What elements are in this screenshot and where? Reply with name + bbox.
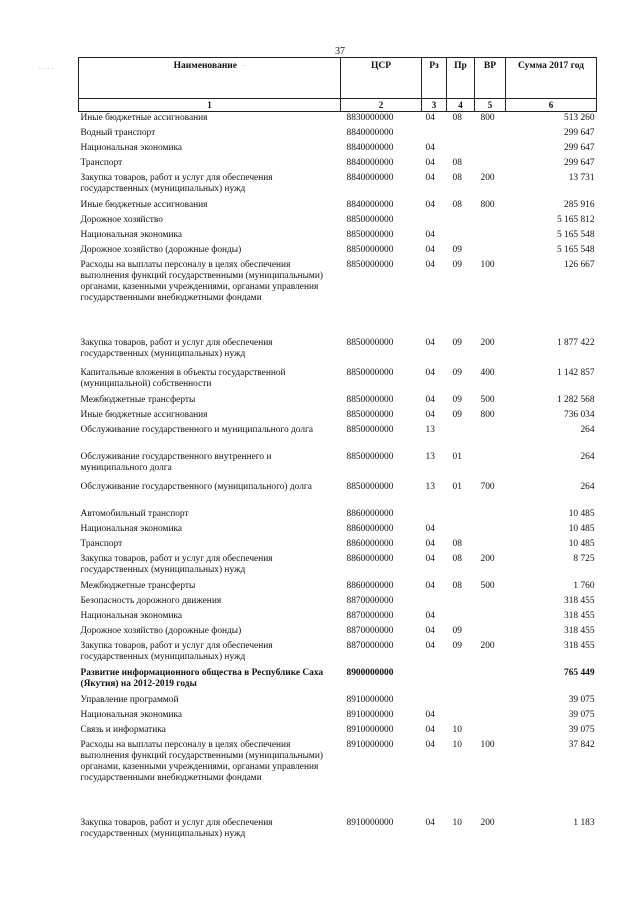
table-header: [79, 58, 597, 112]
cell-sum: 37 842: [568, 740, 595, 750]
cell-pr: 08: [452, 539, 462, 549]
cell-sum: 10 485: [568, 509, 595, 519]
cell-csr: 8860000000: [346, 554, 394, 564]
cell-csr: 8850000000: [346, 368, 394, 378]
cell-vr: 200: [480, 338, 495, 348]
cell-name: Обслуживание государственного (муниципального) долга: [80, 482, 312, 492]
cell-name: Обслуживание государственного внутреннего и муниципального долга: [80, 452, 272, 473]
cell-pr: 09: [452, 626, 462, 636]
table-body: [79, 112, 597, 846]
cell-csr: 8900000000: [346, 668, 394, 678]
cell-csr: 8850000000: [346, 230, 394, 240]
header-csr: ЦСР: [341, 58, 422, 99]
column-number: 6: [506, 99, 597, 112]
cell-vr: 200: [480, 173, 495, 183]
cell-sum: 318 455: [564, 611, 595, 621]
cell-name: Иные бюджетные ассигнования: [80, 113, 208, 123]
cell-pr: 09: [452, 410, 462, 420]
cell-rz: 04: [425, 818, 435, 828]
cell-csr: 8850000000: [346, 245, 394, 255]
cell-pr: 08: [452, 581, 462, 591]
column-number-row: [79, 99, 597, 112]
cell-sum: 285 916: [564, 200, 595, 210]
cell-csr: 8850000000: [346, 482, 394, 492]
cell-sum: 1 760: [573, 581, 595, 591]
cell-rz: [422, 215, 447, 230]
header-pr: Пр: [447, 58, 475, 99]
cell-sum: 264: [580, 452, 595, 462]
cell-pr: [447, 524, 475, 539]
cell-pr: 09: [452, 260, 462, 270]
cell-pr: 10: [452, 818, 462, 828]
table-row: [79, 554, 597, 581]
cell-sum: 513 260: [564, 113, 595, 123]
cell-sum: 39 075: [568, 695, 595, 705]
cell-name: Расходы на выплаты персоналу в целях обеспечения выполнения функций государственными (муниципальными) органами, казенными учреждениями, органами управления государственными внебюджетными фондами: [80, 260, 323, 303]
cell-sum: 318 455: [564, 596, 595, 606]
cell-name: Дорожное хозяйство: [80, 215, 163, 225]
cell-rz: 04: [425, 524, 435, 534]
cell-sum: 1 183: [573, 818, 595, 828]
cell-rz: 04: [425, 410, 435, 420]
page-number: 37: [335, 46, 345, 57]
cell-sum: 10 485: [568, 539, 595, 549]
column-number: 2: [341, 99, 422, 112]
cell-vr: [475, 611, 506, 626]
table-row: [79, 509, 597, 524]
table-row: [79, 410, 597, 425]
cell-vr: [475, 725, 506, 740]
cell-pr: [447, 230, 475, 245]
cell-csr: 8860000000: [346, 539, 394, 549]
cell-sum: 10 485: [568, 524, 595, 534]
cell-rz: 04: [425, 113, 435, 123]
column-number: 1: [79, 99, 341, 112]
cell-vr: [475, 245, 506, 260]
cell-csr: 8910000000: [346, 740, 394, 750]
cell-pr: 08: [452, 158, 462, 168]
cell-rz: 04: [425, 260, 435, 270]
cell-pr: 08: [452, 173, 462, 183]
cell-vr: 200: [480, 554, 495, 564]
cell-vr: [475, 452, 506, 482]
table-row: [79, 524, 597, 539]
cell-pr: 09: [452, 245, 462, 255]
cell-name: Связь и информатика: [80, 725, 166, 735]
cell-name: Закупка товаров, работ и услуг для обеспечения государственных (муниципальных) нужд: [80, 818, 273, 839]
cell-name: Водный транспорт: [80, 128, 156, 138]
cell-sum: 736 034: [564, 410, 595, 420]
cell-name: Закупка товаров, работ и услуг для обеспечения государственных (муниципальных) нужд: [80, 173, 273, 194]
table-row: [79, 395, 597, 410]
cell-rz: [422, 668, 447, 695]
table-row: [79, 725, 597, 740]
cell-pr: [447, 425, 475, 452]
cell-csr: 8870000000: [346, 626, 394, 636]
budget-table: [78, 57, 597, 845]
cell-rz: 13: [425, 452, 435, 462]
cell-vr: 500: [480, 581, 495, 591]
cell-sum: 13 731: [568, 173, 595, 183]
cell-csr: 8850000000: [346, 260, 394, 270]
cell-pr: 09: [452, 395, 462, 405]
cell-vr: [475, 158, 506, 173]
table-row: [79, 482, 597, 509]
table-row: [79, 245, 597, 260]
table-row: [79, 230, 597, 245]
cell-name: Национальная экономика: [80, 524, 183, 534]
cell-csr: 8910000000: [346, 818, 394, 828]
table-row: [79, 740, 597, 818]
table-row: [79, 200, 597, 215]
cell-vr: 700: [480, 482, 495, 492]
cell-sum: 8 725: [573, 554, 595, 564]
cell-rz: 04: [425, 581, 435, 591]
table-row: [79, 539, 597, 554]
budget-table-container: [78, 57, 596, 845]
cell-pr: 08: [452, 113, 462, 123]
cell-name: Национальная экономика: [80, 611, 183, 621]
cell-vr: 800: [480, 200, 495, 210]
cell-sum: 765 449: [564, 668, 595, 678]
cell-pr: [447, 596, 475, 611]
cell-name: Национальная экономика: [80, 143, 183, 153]
cell-pr: 01: [452, 482, 462, 492]
table-row: [79, 338, 597, 368]
cell-vr: 500: [480, 395, 495, 405]
cell-vr: 100: [480, 260, 495, 270]
table-row: [79, 710, 597, 725]
header-sum: Сумма 2017 год: [506, 58, 597, 99]
table-row: [79, 173, 597, 200]
cell-name: Иные бюджетные ассигнования: [80, 200, 208, 210]
cell-csr: 8840000000: [346, 200, 394, 210]
cell-rz: 04: [425, 710, 435, 720]
table-row: [79, 112, 597, 129]
cell-sum: 264: [580, 425, 595, 435]
cell-name: Транспорт: [80, 158, 123, 168]
cell-name: Закупка товаров, работ и услуг для обеспечения государственных (муниципальных) нужд: [80, 338, 273, 359]
table-row: [79, 368, 597, 395]
cell-name: Национальная экономика: [80, 230, 183, 240]
cell-name: Обслуживание государственного и муниципального долга: [80, 425, 314, 435]
cell-name: Автомобильный транспорт: [80, 509, 189, 519]
cell-vr: [475, 143, 506, 158]
cell-name: Развитие информационного общества в Республике Саха (Якутия) на 2012-2019 годы: [80, 668, 324, 689]
header-row: [79, 58, 597, 99]
cell-sum: 1 142 857: [557, 368, 595, 378]
cell-pr: [447, 215, 475, 230]
column-number: 5: [475, 99, 506, 112]
table-row: [79, 611, 597, 626]
cell-name: Транспорт: [80, 539, 123, 549]
cell-vr: [475, 230, 506, 245]
cell-csr: 8870000000: [346, 611, 394, 621]
cell-sum: 126 667: [564, 260, 595, 270]
cell-name: Межбюджетные трансферты: [80, 581, 196, 591]
cell-sum: 299 647: [564, 143, 595, 153]
cell-rz: [422, 596, 447, 611]
cell-csr: 8850000000: [346, 395, 394, 405]
cell-vr: [475, 710, 506, 725]
cell-sum: 5 165 548: [557, 230, 595, 240]
cell-sum: 318 455: [564, 641, 595, 651]
cell-csr: 8860000000: [346, 509, 394, 519]
cell-rz: 04: [425, 368, 435, 378]
cell-pr: 01: [452, 452, 462, 462]
cell-vr: [475, 524, 506, 539]
cell-vr: 200: [480, 641, 495, 651]
cell-csr: 8860000000: [346, 581, 394, 591]
table-row: [79, 641, 597, 668]
cell-rz: 04: [425, 158, 435, 168]
cell-rz: 04: [425, 611, 435, 621]
cell-rz: 04: [425, 539, 435, 549]
cell-sum: 1 282 568: [557, 395, 595, 405]
header-rz: Рз: [422, 58, 447, 99]
cell-csr: 8870000000: [346, 596, 394, 606]
cell-name: Управление программой: [80, 695, 179, 705]
cell-sum: 5 165 812: [557, 215, 595, 225]
cell-sum: 39 075: [568, 725, 595, 735]
cell-vr: 200: [480, 818, 495, 828]
cell-vr: [475, 425, 506, 452]
cell-pr: 09: [452, 338, 462, 348]
cell-sum: 39 075: [568, 710, 595, 720]
cell-csr: 8910000000: [346, 725, 394, 735]
cell-name: Закупка товаров, работ и услуг для обеспечения государственных (муниципальных) нужд: [80, 641, 273, 662]
table-row: [79, 128, 597, 143]
cell-sum: 264: [580, 482, 595, 492]
cell-pr: 10: [452, 740, 462, 750]
cell-name: Национальная экономика: [80, 710, 183, 720]
cell-rz: 04: [425, 173, 435, 183]
cell-csr: 8850000000: [346, 338, 394, 348]
cell-pr: [447, 695, 475, 710]
cell-rz: 04: [425, 245, 435, 255]
table-row: [79, 626, 597, 641]
cell-vr: [475, 596, 506, 611]
header-name: [79, 58, 341, 99]
cell-pr: [447, 710, 475, 725]
column-number: 4: [447, 99, 475, 112]
cell-pr: 09: [452, 368, 462, 378]
cell-csr: 8910000000: [346, 710, 394, 720]
cell-sum: 299 647: [564, 128, 595, 138]
cell-csr: 8830000000: [346, 113, 394, 123]
cell-vr: [475, 539, 506, 554]
cell-vr: 400: [480, 368, 495, 378]
table-row: [79, 695, 597, 710]
cell-rz: 04: [425, 143, 435, 153]
table-row: [79, 818, 597, 845]
cell-csr: 8850000000: [346, 425, 394, 435]
cell-rz: 04: [425, 641, 435, 651]
cell-sum: 299 647: [564, 158, 595, 168]
cell-vr: [475, 509, 506, 524]
table-row: [79, 143, 597, 158]
cell-name: Закупка товаров, работ и услуг для обеспечения государственных (муниципальных) нужд: [80, 554, 273, 575]
cell-csr: 8870000000: [346, 641, 394, 651]
cell-rz: 13: [425, 482, 435, 492]
cell-rz: 04: [425, 230, 435, 240]
cell-pr: 08: [452, 200, 462, 210]
cell-vr: [475, 695, 506, 710]
cell-pr: 10: [452, 725, 462, 735]
table-row: [79, 452, 597, 482]
cell-sum: 1 877 422: [557, 338, 595, 348]
cell-name: Дорожное хозяйство (дорожные фонды): [80, 245, 242, 255]
table-row: [79, 215, 597, 230]
column-number: 3: [422, 99, 447, 112]
cell-rz: [422, 128, 447, 143]
cell-rz: 13: [425, 425, 435, 435]
header-name-label: Наименование: [173, 61, 237, 71]
cell-vr: [475, 128, 506, 143]
cell-name: Иные бюджетные ассигнования: [80, 410, 208, 420]
cell-csr: 8850000000: [346, 410, 394, 420]
cell-name: Межбюджетные трансферты: [80, 395, 196, 405]
table-row: [79, 581, 597, 596]
cell-csr: 8840000000: [346, 173, 394, 183]
cell-csr: 8850000000: [346, 215, 394, 225]
cell-rz: 04: [425, 554, 435, 564]
cell-vr: [475, 626, 506, 641]
cell-pr: [447, 128, 475, 143]
cell-sum: 318 455: [564, 626, 595, 636]
cell-csr: 8910000000: [346, 695, 394, 705]
cell-name: Дорожное хозяйство (дорожные фонды): [80, 626, 242, 636]
cell-pr: [447, 611, 475, 626]
cell-rz: 04: [425, 338, 435, 348]
scan-artifact-mark: · · ·· ·: [38, 66, 54, 73]
cell-vr: 800: [480, 410, 495, 420]
cell-vr: [475, 668, 506, 695]
cell-pr: 09: [452, 641, 462, 651]
cell-vr: [475, 215, 506, 230]
cell-vr: 100: [480, 740, 495, 750]
cell-rz: 04: [425, 740, 435, 750]
cell-pr: [447, 668, 475, 695]
cell-pr: [447, 143, 475, 158]
cell-csr: 8840000000: [346, 143, 394, 153]
cell-vr: 800: [480, 113, 495, 123]
table-row: [79, 596, 597, 611]
cell-pr: [447, 509, 475, 524]
cell-name: Безопасность дорожного движения: [80, 596, 222, 606]
table-row: [79, 158, 597, 173]
cell-pr: 08: [452, 554, 462, 564]
cell-rz: 04: [425, 626, 435, 636]
cell-csr: 8850000000: [346, 452, 394, 462]
table-row: [79, 260, 597, 338]
header-scan-mark: ·: [243, 62, 246, 70]
cell-name: Капитальные вложения в объекты государственной (муниципальной) собственности: [80, 368, 286, 389]
cell-rz: 04: [425, 395, 435, 405]
cell-csr: 8840000000: [346, 128, 394, 138]
cell-name: Расходы на выплаты персоналу в целях обеспечения выполнения функций государственными (муниципальными) органами, казенными учреждениями, органами управления государственными внебюджетными фондами: [80, 740, 323, 783]
cell-rz: 04: [425, 725, 435, 735]
table-row: [79, 668, 597, 695]
cell-rz: [422, 509, 447, 524]
cell-csr: 8860000000: [346, 524, 394, 534]
cell-rz: [422, 695, 447, 710]
cell-rz: 04: [425, 200, 435, 210]
table-row: [79, 425, 597, 452]
header-vr: ВР: [475, 58, 506, 99]
cell-csr: 8840000000: [346, 158, 394, 168]
cell-sum: 5 165 548: [557, 245, 595, 255]
